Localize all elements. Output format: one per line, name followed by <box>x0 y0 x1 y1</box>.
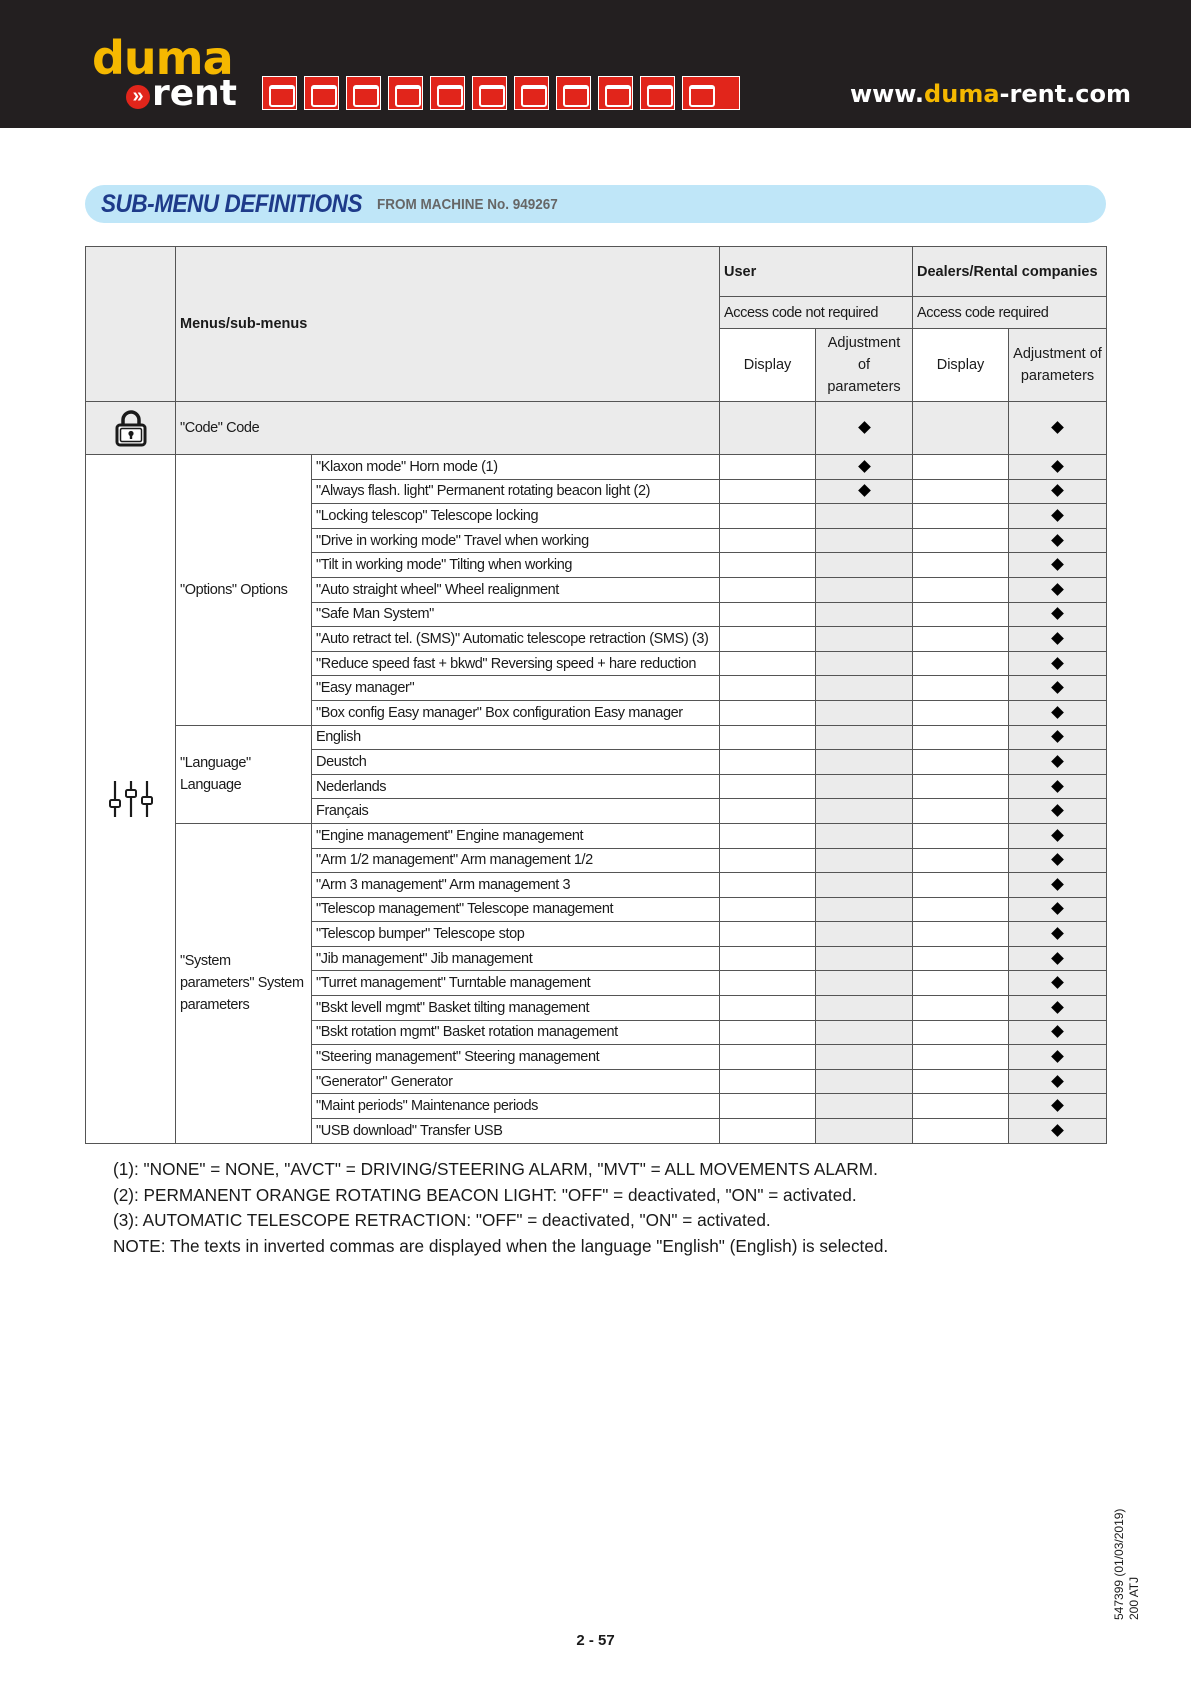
cell-dealer-display <box>913 946 1009 971</box>
cell-user-adjust <box>816 700 913 725</box>
cell-user-adjust <box>816 455 913 480</box>
cell-dealer-display <box>913 971 1009 996</box>
submenu-item-label: "Drive in working mode" Travel when working <box>312 528 720 553</box>
cell-dealer-adjust <box>1009 1119 1107 1144</box>
cell-user-adjust <box>816 676 913 701</box>
cell-user-display <box>720 528 816 553</box>
cell-user-display <box>720 479 816 504</box>
cell-dealer-adjust <box>1009 897 1107 922</box>
cell-user-display <box>720 996 816 1021</box>
diamond-icon <box>1051 853 1064 866</box>
cell-user-adjust <box>816 873 913 898</box>
menu-group-label: "System parameters" System parameters <box>176 823 312 1143</box>
cell-user-adjust <box>816 602 913 627</box>
diamond-icon <box>1051 903 1064 916</box>
menu-group-label: "Language" Language <box>176 725 312 823</box>
submenu-item-label: "Tilt in working mode" Tilting when working <box>312 553 720 578</box>
submenu-item-label: "Reduce speed fast + bkwd" Reversing speed + hare reduction <box>312 651 720 676</box>
footnote-3: (3): AUTOMATIC TELESCOPE RETRACTION: "OFF" = deactivated, "ON" = activated. <box>113 1210 771 1230</box>
cell-user-adjust <box>816 402 913 455</box>
submenu-item-label: "Auto retract tel. (SMS)" Automatic telescope retraction (SMS) (3) <box>312 627 720 652</box>
cell-dealer-adjust <box>1009 528 1107 553</box>
cell-user-display <box>720 971 816 996</box>
cell-user-adjust <box>816 922 913 947</box>
cell-user-display <box>720 1020 816 1045</box>
diamond-icon <box>1051 1050 1064 1063</box>
cell-dealer-display <box>913 627 1009 652</box>
cell-user-display <box>720 1119 816 1144</box>
cell-dealer-display <box>913 553 1009 578</box>
cell-dealer-adjust <box>1009 402 1107 455</box>
cell-dealer-adjust <box>1009 651 1107 676</box>
diamond-icon <box>858 421 871 434</box>
submenu-definitions-table <box>85 246 1107 1144</box>
website-link[interactable]: www.duma-rent.com <box>849 80 1131 108</box>
submenu-item-label: English <box>312 725 720 750</box>
menu-group-label: "Options" Options <box>176 455 312 726</box>
machine-icon <box>388 76 423 110</box>
cell-user-adjust <box>816 553 913 578</box>
machine-icon <box>430 76 465 110</box>
code-icon-cell <box>86 402 176 455</box>
cell-user-adjust <box>816 1094 913 1119</box>
cell-user-adjust <box>816 479 913 504</box>
machine-icons-strip <box>262 76 740 112</box>
cell-dealer-display <box>913 700 1009 725</box>
submenu-item-label: "Always flash. light" Permanent rotating beacon light (2) <box>312 479 720 504</box>
padlock-icon <box>114 409 148 447</box>
cell-user-display <box>720 946 816 971</box>
cell-dealer-adjust <box>1009 922 1107 947</box>
cell-user-adjust <box>816 577 913 602</box>
cell-dealer-display <box>913 848 1009 873</box>
diamond-icon <box>1051 878 1064 891</box>
cell-user-display <box>720 627 816 652</box>
diamond-icon <box>1051 780 1064 793</box>
section-title-bar <box>85 185 1106 223</box>
diamond-icon <box>1051 1099 1064 1112</box>
cell-dealer-adjust <box>1009 774 1107 799</box>
diamond-icon <box>1051 927 1064 940</box>
code-menu-label: "Code" Code <box>176 402 720 455</box>
cell-user-display <box>720 1094 816 1119</box>
cell-user-adjust <box>816 1069 913 1094</box>
cell-dealer-display <box>913 1020 1009 1045</box>
cell-user-adjust <box>816 823 913 848</box>
cell-user-display <box>720 402 816 455</box>
cell-user-adjust <box>816 996 913 1021</box>
cell-user-display <box>720 455 816 480</box>
diamond-icon <box>1051 755 1064 768</box>
submenu-item-label: "Engine management" Engine management <box>312 823 720 848</box>
cell-dealer-adjust <box>1009 479 1107 504</box>
diamond-icon <box>1051 632 1064 645</box>
section-subtitle: FROM MACHINE No. 949267 <box>377 195 558 213</box>
cell-user-display <box>720 823 816 848</box>
logo-chevron-icon: » <box>126 85 150 109</box>
cell-dealer-display <box>913 402 1009 455</box>
cell-user-adjust <box>816 848 913 873</box>
menus-column-header: Menus/sub-menus <box>176 247 720 402</box>
cell-dealer-display <box>913 1094 1009 1119</box>
cell-user-display <box>720 799 816 824</box>
submenu-item-label: "Klaxon mode" Horn mode (1) <box>312 455 720 480</box>
cell-dealer-display <box>913 651 1009 676</box>
cell-user-display <box>720 774 816 799</box>
dealers-display-header: Display <box>913 329 1009 402</box>
cell-dealer-adjust <box>1009 1045 1107 1070</box>
diamond-icon <box>1051 460 1064 473</box>
cell-dealer-display <box>913 504 1009 529</box>
machine-icon <box>514 76 549 110</box>
cell-dealer-display <box>913 602 1009 627</box>
machine-icon <box>262 76 297 110</box>
footnote-note: NOTE: The texts in inverted commas are displayed when the language "English" (English) is selected. <box>113 1235 889 1256</box>
submenu-item-label: "USB download" Transfer USB <box>312 1119 720 1144</box>
cell-dealer-display <box>913 750 1009 775</box>
cell-dealer-display <box>913 823 1009 848</box>
cell-dealer-display <box>913 676 1009 701</box>
page-number: 2 - 57 <box>576 1632 615 1649</box>
diamond-icon <box>1051 558 1064 571</box>
diamond-icon <box>1051 1075 1064 1088</box>
diamond-icon <box>1051 952 1064 965</box>
sliders-icon <box>108 778 154 820</box>
cell-user-display <box>720 602 816 627</box>
diamond-icon <box>858 485 871 498</box>
machine-icon <box>598 76 633 110</box>
cell-user-adjust <box>816 897 913 922</box>
machine-icon <box>640 76 675 110</box>
submenu-item-label: "Generator" Generator <box>312 1069 720 1094</box>
cell-user-display <box>720 922 816 947</box>
cell-dealer-adjust <box>1009 627 1107 652</box>
icon-column-header <box>86 247 176 402</box>
settings-icon-cell <box>86 455 176 1144</box>
submenu-item-label: Nederlands <box>312 774 720 799</box>
cell-user-adjust <box>816 946 913 971</box>
dealers-adjustment-header: Adjustment of parameters <box>1009 329 1107 402</box>
submenu-item-label: "Steering management" Steering management <box>312 1045 720 1070</box>
cell-user-display <box>720 676 816 701</box>
submenu-item-label: Français <box>312 799 720 824</box>
cell-dealer-display <box>913 1045 1009 1070</box>
user-display-header: Display <box>720 329 816 402</box>
cell-dealer-display <box>913 922 1009 947</box>
cell-dealer-display <box>913 528 1009 553</box>
submenu-item-label: "Easy manager" <box>312 676 720 701</box>
diamond-icon <box>1051 829 1064 842</box>
cell-dealer-adjust <box>1009 971 1107 996</box>
dealers-column-header: Dealers/Rental companies <box>913 247 1107 297</box>
cell-user-adjust <box>816 528 913 553</box>
cell-dealer-display <box>913 577 1009 602</box>
machine-icon <box>556 76 591 110</box>
cell-user-adjust <box>816 799 913 824</box>
user-column-header: User <box>720 247 913 297</box>
diamond-icon <box>1051 706 1064 719</box>
cell-dealer-display <box>913 725 1009 750</box>
diamond-icon <box>1051 730 1064 743</box>
cell-dealer-display <box>913 479 1009 504</box>
diamond-icon <box>1051 509 1064 522</box>
cell-dealer-adjust <box>1009 799 1107 824</box>
submenu-item-label: "Bskt rotation mgmt" Basket rotation management <box>312 1020 720 1045</box>
table-row <box>86 823 1107 848</box>
document-reference: 547399 (01/03/2019) 200 ATJ <box>1112 1508 1141 1620</box>
cell-dealer-adjust <box>1009 946 1107 971</box>
diamond-icon <box>1051 485 1064 498</box>
cell-dealer-adjust <box>1009 1069 1107 1094</box>
cell-dealer-adjust <box>1009 553 1107 578</box>
cell-user-adjust <box>816 1119 913 1144</box>
logo-duma-text: duma <box>92 31 233 85</box>
machine-icon <box>304 76 339 110</box>
diamond-icon <box>1051 657 1064 670</box>
submenu-item-label: "Telescop management" Telescope management <box>312 897 720 922</box>
diamond-icon <box>1051 534 1064 547</box>
diamond-icon <box>1051 1124 1064 1137</box>
footnote-1: (1): "NONE" = NONE, "AVCT" = DRIVING/STEERING ALARM, "MVT" = ALL MOVEMENTS ALARM. <box>113 1159 878 1179</box>
cell-dealer-adjust <box>1009 996 1107 1021</box>
footnote-2: (2): PERMANENT ORANGE ROTATING BEACON LIGHT: "OFF" = deactivated, "ON" = activated. <box>113 1184 857 1205</box>
cell-user-display <box>720 577 816 602</box>
cell-dealer-display <box>913 873 1009 898</box>
cell-user-display <box>720 873 816 898</box>
footnotes <box>113 1157 888 1259</box>
diamond-icon <box>1051 681 1064 694</box>
machine-icon <box>346 76 381 110</box>
cell-user-display <box>720 725 816 750</box>
machine-icon <box>682 76 740 110</box>
diamond-icon <box>1051 421 1064 434</box>
cell-user-adjust <box>816 971 913 996</box>
cell-user-adjust <box>816 1020 913 1045</box>
cell-user-adjust <box>816 504 913 529</box>
cell-dealer-adjust <box>1009 750 1107 775</box>
cell-user-adjust <box>816 651 913 676</box>
cell-dealer-display <box>913 774 1009 799</box>
submenu-item-label: "Telescop bumper" Telescope stop <box>312 922 720 947</box>
cell-user-adjust <box>816 774 913 799</box>
cell-dealer-display <box>913 1069 1009 1094</box>
cell-user-display <box>720 848 816 873</box>
diamond-icon <box>1051 976 1064 989</box>
cell-user-display <box>720 897 816 922</box>
submenu-item-label: "Box config Easy manager" Box configuration Easy manager <box>312 700 720 725</box>
logo-rent-text: rent <box>152 73 238 114</box>
user-adjustment-header: Adjustment of parameters <box>816 329 913 402</box>
diamond-icon <box>858 460 871 473</box>
cell-dealer-adjust <box>1009 725 1107 750</box>
diamond-icon <box>1051 804 1064 817</box>
cell-user-display <box>720 1045 816 1070</box>
section-title: SUB-MENU DEFINITIONS <box>101 189 362 218</box>
cell-dealer-adjust <box>1009 1094 1107 1119</box>
page-header <box>0 0 1191 128</box>
cell-dealer-adjust <box>1009 676 1107 701</box>
cell-user-adjust <box>816 725 913 750</box>
submenu-item-label: "Turret management" Turntable management <box>312 971 720 996</box>
cell-dealer-adjust <box>1009 602 1107 627</box>
submenu-item-label: "Arm 3 management" Arm management 3 <box>312 873 720 898</box>
cell-dealer-adjust <box>1009 823 1107 848</box>
user-access-header: Access code not required <box>720 297 913 329</box>
machine-icon <box>472 76 507 110</box>
submenu-item-label: Deustch <box>312 750 720 775</box>
cell-dealer-adjust <box>1009 848 1107 873</box>
submenu-item-label: "Arm 1/2 management" Arm management 1/2 <box>312 848 720 873</box>
table-row <box>86 455 1107 480</box>
diamond-icon <box>1051 583 1064 596</box>
submenu-item-label: "Locking telescop" Telescope locking <box>312 504 720 529</box>
cell-user-display <box>720 504 816 529</box>
cell-dealer-display <box>913 897 1009 922</box>
cell-dealer-adjust <box>1009 700 1107 725</box>
cell-user-display <box>720 750 816 775</box>
submenu-item-label: "Auto straight wheel" Wheel realignment <box>312 577 720 602</box>
cell-dealer-display <box>913 455 1009 480</box>
table-row <box>86 725 1107 750</box>
cell-dealer-display <box>913 799 1009 824</box>
cell-dealer-display <box>913 996 1009 1021</box>
cell-user-display <box>720 1069 816 1094</box>
cell-user-adjust <box>816 1045 913 1070</box>
cell-dealer-adjust <box>1009 577 1107 602</box>
cell-user-display <box>720 651 816 676</box>
cell-dealer-adjust <box>1009 504 1107 529</box>
cell-dealer-adjust <box>1009 1020 1107 1045</box>
submenu-item-label: "Maint periods" Maintenance periods <box>312 1094 720 1119</box>
diamond-icon <box>1051 607 1064 620</box>
diamond-icon <box>1051 1001 1064 1014</box>
cell-dealer-adjust <box>1009 455 1107 480</box>
cell-dealer-display <box>913 1119 1009 1144</box>
submenu-item-label: "Jib management" Jib management <box>312 946 720 971</box>
dealers-access-header: Access code required <box>913 297 1107 329</box>
cell-user-adjust <box>816 627 913 652</box>
submenu-item-label: "Safe Man System" <box>312 602 720 627</box>
cell-user-adjust <box>816 750 913 775</box>
cell-user-display <box>720 700 816 725</box>
diamond-icon <box>1051 1026 1064 1039</box>
cell-dealer-adjust <box>1009 873 1107 898</box>
submenu-item-label: "Bskt levell mgmt" Basket tilting management <box>312 996 720 1021</box>
cell-user-display <box>720 553 816 578</box>
duma-rent-logo <box>92 31 242 118</box>
